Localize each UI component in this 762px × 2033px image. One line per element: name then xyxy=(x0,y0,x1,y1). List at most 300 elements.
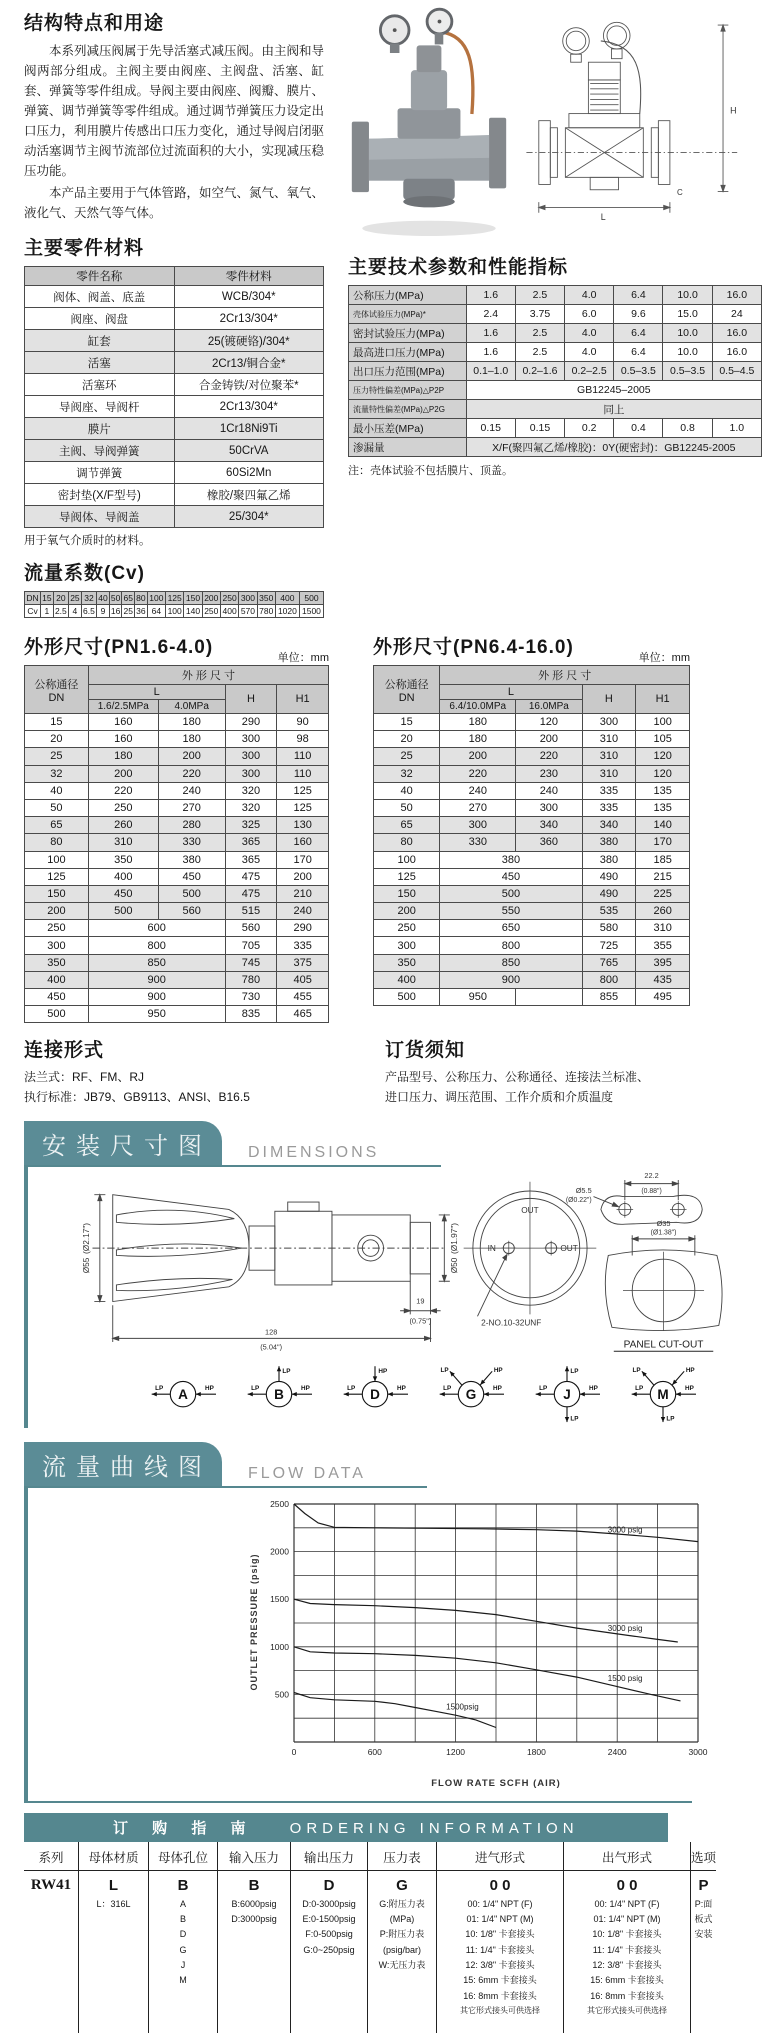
dims-dn: 50 xyxy=(25,799,89,816)
arrow-head xyxy=(196,1392,201,1396)
install-section xyxy=(24,1121,716,1428)
dims-h: 535 xyxy=(582,903,636,920)
dims-row xyxy=(25,937,329,954)
param-value: 1.0 xyxy=(712,419,761,438)
dims-h1: 110 xyxy=(277,765,329,782)
ordering-option: P:面板式安装 xyxy=(694,1898,713,1940)
connection-block xyxy=(24,1025,355,1106)
dims-row xyxy=(25,817,329,834)
param-value: 3.75 xyxy=(515,305,564,324)
part-material: 1Cr18Ni9Ti xyxy=(174,418,324,440)
cv-dn-value: 32 xyxy=(81,592,96,605)
port-letter: D xyxy=(370,1386,380,1402)
port-arrow-label: LP xyxy=(570,1367,579,1375)
port-config-B xyxy=(240,1362,318,1428)
dims-dn: 125 xyxy=(25,868,89,885)
y-tick-label: 1000 xyxy=(270,1641,289,1652)
dims-dn: 150 xyxy=(374,885,440,902)
materials-title: 主要零件材料 xyxy=(24,238,145,259)
param-value: 0.8 xyxy=(663,419,712,438)
arrow-head xyxy=(676,1392,681,1396)
dims-h1: 100 xyxy=(636,714,690,731)
ordering-option: (psig/bar) xyxy=(382,1944,421,1955)
order-note-line2: 进口压力、调压范围、工作介质和介质温度 xyxy=(385,1089,614,1104)
dims-h1: 90 xyxy=(277,714,329,731)
dims-l2: 200 xyxy=(158,748,225,765)
dims-row xyxy=(25,903,329,920)
dims-l-span: 500 xyxy=(440,885,582,902)
order-note-block xyxy=(385,1025,716,1106)
dims-l1: 500 xyxy=(88,903,158,920)
param-value: 6.4 xyxy=(614,343,663,362)
param-value: 6.4 xyxy=(614,286,663,305)
dims-l-span: 900 xyxy=(88,989,225,1006)
dims-l1: 160 xyxy=(88,714,158,731)
dims-row xyxy=(374,834,690,851)
port-arrow-label: LP xyxy=(666,1415,675,1423)
part-material: 25(镀硬铬)/304* xyxy=(174,330,324,352)
port-letter: B xyxy=(274,1386,284,1402)
dims-l1: 180 xyxy=(88,748,158,765)
port-arrow-label: LP xyxy=(443,1384,452,1392)
flow-section xyxy=(24,1442,708,1803)
ordering-column-options xyxy=(564,1896,691,2033)
arrow-head xyxy=(373,1376,377,1381)
dims-l1: 450 xyxy=(88,885,158,902)
dims-h1: 105 xyxy=(636,731,690,748)
ordering-column-header: 母体孔位 xyxy=(149,1842,218,1871)
params-row xyxy=(349,286,762,305)
arrow-head xyxy=(292,1392,297,1396)
port-out-right: OUT xyxy=(560,1243,578,1253)
materials-row xyxy=(25,352,324,374)
dims-l1: 220 xyxy=(88,782,158,799)
dims-h: 515 xyxy=(225,903,277,920)
dims-l-span: 950 xyxy=(88,1006,225,1023)
dims-row xyxy=(25,731,329,748)
ordering-option: 12: 3/8" 卡套接头 xyxy=(592,1959,662,1970)
materials-row xyxy=(25,506,324,528)
cv-dn-value: 200 xyxy=(202,592,220,605)
ordering-option: D:3000psig xyxy=(231,1914,277,1925)
ordering-detail-row xyxy=(24,1896,716,2033)
port-arrow-label: LP xyxy=(632,1366,641,1374)
port-arrow-label: HP xyxy=(589,1384,598,1392)
dims-dn: 200 xyxy=(25,903,89,920)
x-tick-label: 2400 xyxy=(607,1746,627,1757)
cv-value: 1 xyxy=(41,605,54,618)
dims-high-dn-header: 公称通径 xyxy=(384,678,429,691)
dims-dn: 20 xyxy=(25,731,89,748)
cv-value-row xyxy=(25,605,324,618)
dims-high-block xyxy=(373,622,716,1023)
materials-footnote: 用于氧气介质时的材料。 xyxy=(24,535,151,547)
part-name: 调节弹簧 xyxy=(25,462,175,484)
features-paragraph-2: 本产品主要用于气体管路，如空气、氮气、氧气、液化气、天然气等气体。 xyxy=(24,186,325,220)
dims-h1: 405 xyxy=(277,971,329,988)
ordering-option: 11: 1/4" 卡套接头 xyxy=(465,1944,535,1955)
ordering-option: D xyxy=(179,1929,187,1940)
dims-l2: 300 xyxy=(516,799,582,816)
curve-label: 1500 psig xyxy=(607,1673,643,1683)
param-value: 0.15 xyxy=(466,419,515,438)
dims-row xyxy=(374,799,690,816)
param-span-value: GB12245–2005 xyxy=(466,381,761,400)
dims-l1: 200 xyxy=(440,748,516,765)
part-material: 50CrVA xyxy=(174,440,324,462)
dims-row xyxy=(374,714,690,731)
cv-dn-value: 125 xyxy=(166,592,184,605)
dim-128-in: (5.04") xyxy=(260,1342,283,1352)
param-label: 流量特性偏差(MPa)△P2G xyxy=(349,400,467,419)
ordering-option: L：316L xyxy=(96,1898,131,1909)
cv-dn-value: 100 xyxy=(147,592,165,605)
param-value: 2.5 xyxy=(515,324,564,343)
cv-value: 780 xyxy=(257,605,275,618)
param-value: 10.0 xyxy=(663,286,712,305)
dims-row xyxy=(25,834,329,851)
cv-table xyxy=(24,591,324,618)
dims-dn: 80 xyxy=(374,834,440,851)
dims-dn: 25 xyxy=(25,748,89,765)
dims-row xyxy=(25,954,329,971)
cv-dn-value: 50 xyxy=(110,593,121,603)
y-tick-label: 2000 xyxy=(270,1546,289,1557)
dims-dn: 15 xyxy=(374,714,440,731)
dims-low-table: 公称通径 DN 外 形 尺 寸 L H H1 1.6/2.5MPa 4.0MPa 15 160 180 290 90 20 160 180 300 98 25 180 200 300 110 32 200 220 300 110 40 220 240 320 125 50 250 270 320 125 65 260 280 325 130 80 310 330 365 160 100 350 380 365 170 125 400 450 475 200 150 450 500 475 210 200 500 560 515 240 250 600 560 290 300 800 705 335 350 850 745 375 400 900 780 405 450 900 730 455 500 950 835 465 xyxy=(24,665,329,1023)
dims-h: 320 xyxy=(225,799,277,816)
dims-l1: 330 xyxy=(440,834,516,851)
dims-h1: 200 xyxy=(277,868,329,885)
ordering-column-header: 选项 xyxy=(691,1842,716,1871)
ordering-option-note: 其它形式接头可供选择 xyxy=(587,2005,667,2015)
dims-low-h-header: H xyxy=(225,685,277,714)
right-column xyxy=(348,6,762,618)
dims-h1: 435 xyxy=(636,971,690,988)
dims-h: 730 xyxy=(225,989,277,1006)
left-column xyxy=(24,6,324,618)
param-value: 4.0 xyxy=(565,343,614,362)
materials-row xyxy=(25,484,324,506)
part-name: 阀座、阀盘 xyxy=(25,308,175,330)
dims-l-span: 380 xyxy=(440,851,582,868)
dims-h1: 135 xyxy=(636,782,690,799)
cv-dn-row xyxy=(25,592,324,605)
param-value: 2.5 xyxy=(515,343,564,362)
part-name: 密封垫(X/F型号) xyxy=(25,484,175,506)
port-arrow-label: LP xyxy=(282,1367,291,1375)
valve-photo-illustration xyxy=(348,6,510,242)
dims-dn: 25 xyxy=(374,748,440,765)
dims-row xyxy=(374,731,690,748)
cv-value: 36 xyxy=(136,606,146,616)
dim-d35: Ø35 xyxy=(656,1218,671,1228)
flow-chart xyxy=(246,1496,716,1792)
dims-h: 340 xyxy=(582,817,636,834)
dims-h: 560 xyxy=(225,920,277,937)
dims-h1: 215 xyxy=(636,868,690,885)
dims-h1: 260 xyxy=(636,903,690,920)
dims-l2: 220 xyxy=(158,765,225,782)
port-letter: M xyxy=(657,1386,669,1402)
param-value: 0.1–1.0 xyxy=(466,362,515,381)
dims-l-span: 600 xyxy=(88,920,225,937)
ordering-column-options xyxy=(691,1896,716,2033)
cv-value: 9 xyxy=(97,605,110,618)
param-value: 15.0 xyxy=(663,305,712,324)
dims-h: 490 xyxy=(582,885,636,902)
dims-low-dim-header: 外 形 尺 寸 xyxy=(88,666,328,685)
ordering-code-row xyxy=(24,1871,716,1896)
dims-l1: 400 xyxy=(88,868,158,885)
cv-dn-value: 80 xyxy=(136,593,146,603)
dims-h: 335 xyxy=(582,782,636,799)
dims-h1: 395 xyxy=(636,954,690,971)
cv-dn-value: 250 xyxy=(220,592,238,605)
flow-curve xyxy=(294,1599,678,1642)
ordering-column-header: 进气形式 xyxy=(437,1842,564,1871)
dims-h1: 225 xyxy=(636,885,690,902)
ordering-option: G:附压力表 xyxy=(379,1898,425,1909)
param-value: 6.4 xyxy=(614,324,663,343)
param-value: 0.5–3.5 xyxy=(614,362,663,381)
order-note-title: 订货须知 xyxy=(385,1040,466,1062)
ordering-band xyxy=(24,1813,668,1842)
dims-dn: 300 xyxy=(25,937,89,954)
dims-h: 475 xyxy=(225,885,277,902)
dim-d5-5-in: (Ø0.22") xyxy=(565,1196,592,1204)
cv-value: 4 xyxy=(69,605,82,618)
ordering-column-header: 输入压力 xyxy=(218,1842,291,1871)
cv-value: 25 xyxy=(123,606,133,616)
port-arrow-label: LP xyxy=(155,1384,164,1392)
part-name: 导阀体、导阀盖 xyxy=(25,506,175,528)
dims-dn: 15 xyxy=(25,714,89,731)
ordering-option: (MPa) xyxy=(389,1914,415,1925)
dims-h: 335 xyxy=(582,799,636,816)
params-row xyxy=(349,381,762,400)
param-value: 0.5–3.5 xyxy=(663,362,712,381)
dims-high-title: 外形尺寸(PN6.4-16.0) xyxy=(373,637,574,658)
dims-row xyxy=(374,989,690,1006)
part-material: 2Cr13/304* xyxy=(174,308,324,330)
part-name: 活塞环 xyxy=(25,374,175,396)
param-label: 壳体试验压力(MPa)* xyxy=(349,305,467,324)
ordering-option: 10: 1/8" 卡套接头 xyxy=(465,1929,535,1940)
panel-cutout-label: PANEL CUT-OUT xyxy=(623,1339,704,1351)
dims-low-dn-header: 公称通径 xyxy=(34,678,79,691)
part-material: 合金铸铁/对位聚苯* xyxy=(174,374,324,396)
thread-note: 2-NO.10-32UNF xyxy=(481,1318,542,1328)
dims-dn: 20 xyxy=(374,731,440,748)
dims-dn: 500 xyxy=(374,989,440,1006)
dims-dn: 32 xyxy=(374,765,440,782)
valve-images xyxy=(348,6,762,244)
ordering-column-header: 母体材质 xyxy=(79,1842,149,1871)
param-value: 16.0 xyxy=(712,343,761,362)
cv-dn-value: 40 xyxy=(98,593,108,603)
dims-high-h-header: H xyxy=(582,685,636,714)
param-value: 1.6 xyxy=(466,343,515,362)
materials-col-material: 零件材料 xyxy=(174,267,324,286)
part-material: 橡胶/聚四氟乙烯 xyxy=(174,484,324,506)
arrow-head xyxy=(565,1417,569,1422)
arrow-head xyxy=(484,1392,489,1396)
part-name: 缸套 xyxy=(25,330,175,352)
ordering-option: 01: 1/4" NPT (M) xyxy=(466,1914,534,1925)
dim-d50: Ø50(Ø1.97") xyxy=(450,1222,460,1273)
arrow-head xyxy=(580,1392,585,1396)
dims-l2: 340 xyxy=(516,817,582,834)
dims-high-table: 公称通径 DN 外 形 尺 寸 L H H1 6.4/10.0MPa 16.0MPa 15 180 120 300 100 20 180 200 310 105 25 200 220 310 120 32 220 230 310 120 40 240 240 335 135 50 270 300 335 135 65 300 340 340 140 80 330 360 380 170 100 380 380 185 125 450 490 215 150 500 490 225 200 550 535 260 250 650 580 310 300 800 725 355 350 850 765 395 400 900 800 435 500 950 855 495 xyxy=(373,665,690,1006)
port-letter: A xyxy=(178,1386,188,1402)
ordering-option: A xyxy=(179,1898,186,1909)
x-tick-label: 1200 xyxy=(446,1746,466,1757)
params-row xyxy=(349,343,762,362)
port-config-M xyxy=(624,1362,702,1428)
port-arrow-label: LP xyxy=(635,1384,644,1392)
part-material: 25/304* xyxy=(174,506,324,528)
dims-h1: 98 xyxy=(277,731,329,748)
part-material: WCB/304* xyxy=(174,286,324,308)
ordering-option: B xyxy=(179,1914,186,1925)
ordering-column-options xyxy=(368,1896,437,2033)
materials-col-name: 零件名称 xyxy=(25,267,175,286)
ordering-option: 11: 1/4" 卡套接头 xyxy=(592,1944,662,1955)
cv-value: 100 xyxy=(166,605,184,618)
connection-line1: 法兰式：RF、FM、RJ xyxy=(24,1070,144,1085)
cv-dn-value: 25 xyxy=(70,593,80,603)
ordering-band-en: ORDERING INFORMATION xyxy=(289,1819,579,1837)
dims-l2: 380 xyxy=(158,851,225,868)
param-value: 0.2–2.5 xyxy=(565,362,614,381)
cv-dn-label: DN xyxy=(26,593,39,603)
dims-h1: 170 xyxy=(277,851,329,868)
dims-l2: 500 xyxy=(158,885,225,902)
features-title: 结构特点和用途 xyxy=(24,13,165,34)
y-tick-label: 2500 xyxy=(270,1498,289,1509)
cv-value: 400 xyxy=(220,605,238,618)
dims-row xyxy=(25,885,329,902)
connection-ordering-row xyxy=(24,1025,716,1106)
param-value: 24 xyxy=(712,305,761,324)
params-note: 注：壳体试验不包括膜片、顶盖。 xyxy=(348,465,513,477)
port-letter: G xyxy=(465,1386,477,1402)
params-row xyxy=(349,324,762,343)
port-arrow-label: HP xyxy=(301,1384,310,1392)
arrow-head xyxy=(248,1392,253,1396)
param-label: 密封试验压力(MPa) xyxy=(349,324,467,343)
top-section xyxy=(24,6,755,618)
dims-dn: 250 xyxy=(374,920,440,937)
dims-row xyxy=(25,782,329,799)
dims-h: 365 xyxy=(225,834,277,851)
dims-h1: 125 xyxy=(277,799,329,816)
dims-h: 300 xyxy=(225,731,277,748)
ordering-option: 16: 8mm 卡套接头 xyxy=(463,1990,537,2001)
dims-l1: 220 xyxy=(440,765,516,782)
dim-c-label: C xyxy=(676,188,683,198)
dim-l-label: L xyxy=(600,211,606,222)
ordering-column-header: 出气形式 xyxy=(564,1842,691,1871)
dims-h: 765 xyxy=(582,954,636,971)
dims-h: 365 xyxy=(225,851,277,868)
ordering-option: 15: 6mm 卡套接头 xyxy=(463,1975,537,1986)
arrow-head xyxy=(440,1392,445,1396)
dims-l1: 300 xyxy=(440,817,516,834)
dims-h: 580 xyxy=(582,920,636,937)
dims-h1: 290 xyxy=(277,920,329,937)
dim-222-in: (0.88") xyxy=(641,1187,662,1195)
port-arrow-label: LP xyxy=(539,1384,548,1392)
dimension-tables xyxy=(24,622,716,1023)
dims-row xyxy=(374,920,690,937)
params-row xyxy=(349,305,762,324)
dims-l2: 330 xyxy=(158,834,225,851)
dims-l-span: 800 xyxy=(440,937,582,954)
dims-h: 835 xyxy=(225,1006,277,1023)
dims-h: 300 xyxy=(582,714,636,731)
param-value: 1.6 xyxy=(466,324,515,343)
curve-label: 1500psig xyxy=(446,1702,479,1712)
materials-row xyxy=(25,462,324,484)
dims-h1: 120 xyxy=(636,765,690,782)
cv-dn-value: 500 xyxy=(299,592,323,605)
param-value: 4.0 xyxy=(565,286,614,305)
x-tick-label: 600 xyxy=(367,1746,382,1757)
ordering-column-code: 0 0 xyxy=(437,1871,564,1896)
dims-h: 745 xyxy=(225,954,277,971)
dims-l2: 230 xyxy=(516,765,582,782)
dims-l1: 350 xyxy=(88,851,158,868)
ordering-column-header: 系列 xyxy=(24,1842,79,1871)
cv-dn-value: 20 xyxy=(53,592,68,605)
dims-row xyxy=(25,748,329,765)
dims-h: 320 xyxy=(225,782,277,799)
dims-l-span: 900 xyxy=(88,971,225,988)
materials-row xyxy=(25,330,324,352)
cv-dn-value: 150 xyxy=(184,592,202,605)
port-arrow-label: LP xyxy=(570,1415,579,1423)
dims-l1: 160 xyxy=(88,731,158,748)
features-paragraph-1: 本系列减压阀属于先导活塞式减压阀。由主阀和导阀两部分组成。主阀主要由阀座、主阀盘、活塞、缸套、弹簧等零件组成。导阀主要由阀座、阀瓣、膜片、弹簧、调节弹簧等零件组成。通过调节弹簧压力设定出口压力，利用膜片传感出口压力变化，通过导阀启闭驱动活塞调节主阀节流部位过流面积的大小，实现减压稳压功能。 xyxy=(24,44,325,178)
dims-h: 310 xyxy=(582,748,636,765)
part-material: 2Cr13/304* xyxy=(174,396,324,418)
param-label: 最高进口压力(MPa) xyxy=(349,343,467,362)
dims-l2: 120 xyxy=(516,714,582,731)
dim-d35-in: (Ø1.38") xyxy=(650,1229,677,1237)
dims-dn: 40 xyxy=(25,782,89,799)
dims-l2: 270 xyxy=(158,799,225,816)
x-tick-label: 3000 xyxy=(688,1746,708,1757)
dims-row xyxy=(25,1006,329,1023)
dims-l2: 240 xyxy=(516,782,582,799)
port-arrow-label: HP xyxy=(493,1384,502,1392)
materials-row xyxy=(25,374,324,396)
dims-l-span: 900 xyxy=(440,971,582,988)
dims-h: 300 xyxy=(225,748,277,765)
dims-dn: 100 xyxy=(374,851,440,868)
ordering-option: 16: 8mm 卡套接头 xyxy=(590,1990,664,2001)
dims-l1: 200 xyxy=(88,765,158,782)
dims-h: 780 xyxy=(225,971,277,988)
ordering-option: M xyxy=(179,1975,187,1986)
dims-low-l1-header: 1.6/2.5MPa xyxy=(88,700,158,714)
dims-h1: 140 xyxy=(636,817,690,834)
dims-h: 725 xyxy=(582,937,636,954)
dims-h1: 465 xyxy=(277,1006,329,1023)
ordering-option: F:0-500psig xyxy=(305,1929,353,1940)
